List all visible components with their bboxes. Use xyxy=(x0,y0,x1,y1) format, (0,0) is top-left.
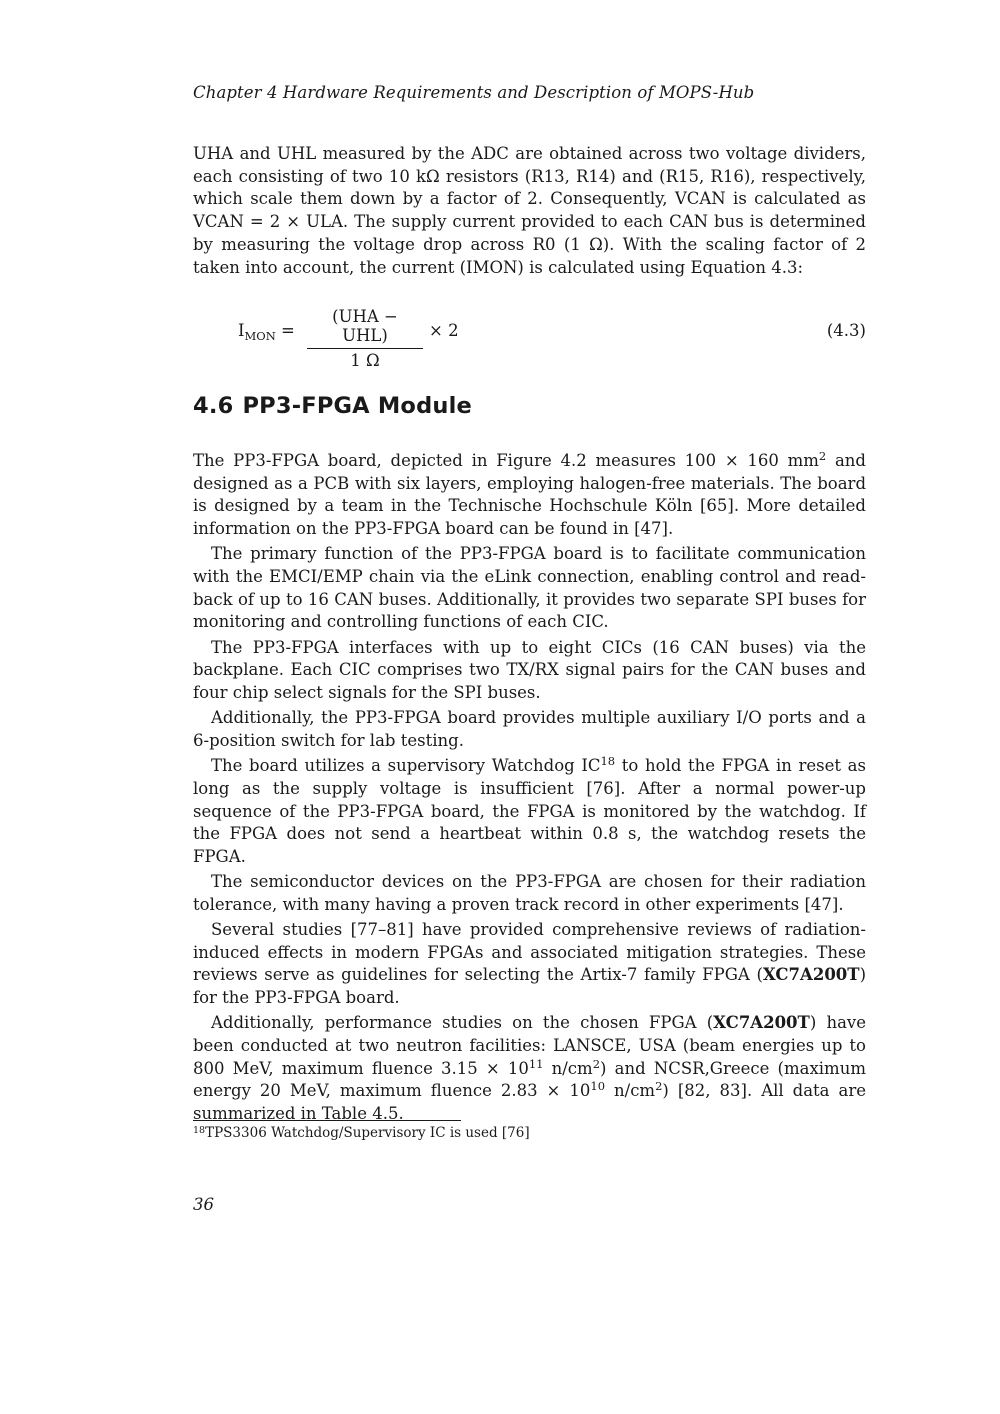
equation-number: (4.3) xyxy=(826,321,866,340)
equation-equals: = xyxy=(275,321,295,340)
equation-4-3 xyxy=(238,307,866,370)
equation-denominator: 1 Ω xyxy=(350,351,380,370)
part-number: XC7A200T xyxy=(762,965,860,985)
intro-paragraph: UHA and UHL measured by the ADC are obtained across two voltage dividers, each consisting of two 10 kΩ resistors (R13, R14) and (R15, R16), respectively, which scale them down by a factor of 2. Consequently, VCAN is calculated as VCAN = 2 × ULA. The supply current provided to each CAN bus is determined by measuring the voltage drop across R0 (1 Ω). With the scaling factor of 2 taken into account, the current (IMON) is calculated using Equation 4.3: xyxy=(193,144,866,277)
text-run: ) [82, 83]. All data are summarized in Table 4.5. xyxy=(193,1081,866,1124)
footnote-marker[interactable]: 18 xyxy=(600,754,616,769)
paragraph-board-overview xyxy=(193,450,866,541)
equation-numerator: (UHA − UHL) xyxy=(307,307,423,349)
part-number: XC7A200T xyxy=(713,1013,810,1033)
text-run: ) have been conducted at two neutron facilities: LANSCE, USA (beam energies up to 800 MeV, maximum fluence 3.15 × 10 xyxy=(193,1013,866,1078)
footnote-number: 18 xyxy=(193,1125,206,1136)
text-run: ) and NCSR,Greece (maximum energy 20 MeV, maximum fluence 2.83 × 10 xyxy=(193,1058,866,1101)
text-run: to hold the FPGA in reset as long as the supply voltage is insufficient [76]. After a normal power-up sequence of the PP3-FPGA board, the FPGA is monitored by the watchdog. If the FPGA does not send a heartbeat within 0.8 s, the watchdog resets the FPGA. xyxy=(193,756,866,866)
equation-lhs xyxy=(238,321,295,343)
paragraph-primary-function: The primary function of the PP3-FPGA board is to facilitate communication with the EMCI/EMP chain via the eLink connection, enabling control and read-back of up to 16 CAN buses. Additionally, it provides two separate SPI buses for monitoring and controlling functions of each CIC. xyxy=(193,544,866,632)
footnote-text: TPS3306 Watchdog/Supervisory IC is used [76] xyxy=(205,1125,530,1141)
equation-lhs-subscript: MON xyxy=(244,329,276,343)
equation-multiplier: × 2 xyxy=(429,321,459,340)
paragraph-watchdog xyxy=(193,755,866,869)
footnote xyxy=(193,1125,530,1141)
paragraph-radiation-tolerance: The semiconductor devices on the PP3-FPGA are chosen for their radiation tolerance, with many having a proven track record in other experiments [47]. xyxy=(193,872,866,914)
text-run: Additionally, performance studies on the chosen FPGA ( xyxy=(211,1013,714,1033)
superscript: 2 xyxy=(655,1079,663,1094)
paragraph-auxiliary-io: Additionally, the PP3-FPGA board provides multiple auxiliary I/O ports and a 6-position switch for lab testing. xyxy=(193,708,866,750)
section-number: 4.6 xyxy=(193,393,234,419)
equation-lhs-symbol: I xyxy=(238,321,245,340)
text-run: The PP3-FPGA board, depicted in Figure 4.2 measures 100 × 160 mm xyxy=(193,451,819,470)
text-run: Several studies [77–81] have provided comprehensive reviews of radiation-induced effects in modern FPGAs and associated mitigation strategies. These reviews serve as guidelines for selecting the Artix-7 family FPGA ( xyxy=(193,920,866,985)
text-run: n/cm xyxy=(605,1081,656,1101)
section-body xyxy=(193,450,866,1126)
text-run: and designed as a PCB with six layers, employing halogen-free materials. The board is designed by a team in the Technische Hochschule Köln [65]. More detailed information on the PP3-FPGA board can be found in [47]. xyxy=(193,451,866,539)
footnote-rule xyxy=(193,1120,461,1121)
paragraph-performance xyxy=(193,1012,866,1126)
intro-text xyxy=(193,143,866,279)
section-heading xyxy=(193,393,472,419)
page-number: 36 xyxy=(193,1195,214,1214)
paragraph-studies xyxy=(193,919,866,1010)
superscript: 2 xyxy=(818,449,827,463)
text-run: The board utilizes a supervisory Watchdog IC xyxy=(211,756,601,776)
superscript: 10 xyxy=(590,1079,606,1094)
text-run: ) for the PP3-FPGA board. xyxy=(193,965,866,1008)
text-run: n/cm xyxy=(543,1058,593,1078)
running-head: Chapter 4 Hardware Requirements and Description of MOPS-Hub xyxy=(193,83,755,102)
paragraph-interfaces: The PP3-FPGA interfaces with up to eight CICs (16 CAN buses) via the backplane. Each CIC comprises two TX/RX signal pairs for the CAN buses and four chip select signals for the SPI buses. xyxy=(193,637,866,703)
superscript: 2 xyxy=(592,1056,601,1071)
superscript: 11 xyxy=(528,1056,544,1071)
equation-fraction xyxy=(307,307,423,370)
section-title: PP3-FPGA Module xyxy=(242,393,472,419)
